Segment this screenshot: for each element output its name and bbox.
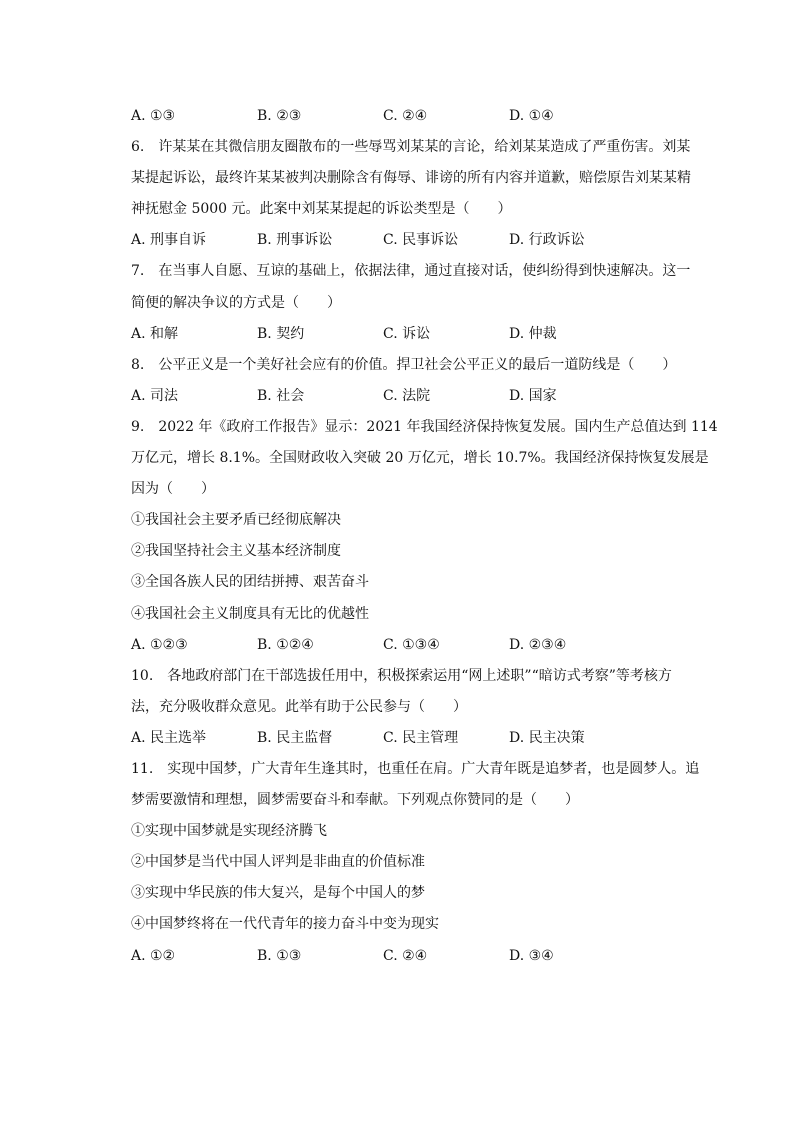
option-c: C. ①③④: [383, 636, 440, 653]
question-text-line: ③实现中华民族的伟大复兴，是每个中国人的梦: [131, 885, 425, 902]
question-6: [131, 132, 691, 256]
option-a: A. ①③: [131, 108, 176, 124]
option-b: B. ①②④: [257, 636, 314, 653]
prev-question-options: [131, 101, 691, 132]
question-stem: 9. 2022 年《政府工作报告》显示：2021 年我国经济保持恢复发展。国内生产总值达到 114: [131, 418, 718, 435]
question-stem: 6. 许某某在其微信朋友圈散布的一些辱骂刘某某的言论，给刘某某造成了严重伤害。刘某: [131, 139, 691, 156]
option-c: C. 民事诉讼: [383, 232, 459, 249]
question-stem: 11. 实现中国梦，广大青年生逢其时，也重任在肩。广大青年既是追梦者，也是圆梦人。追: [131, 760, 700, 777]
question-text-line: 神抚慰金 5000 元。此案中刘某某提起的诉讼类型是（ ）: [131, 201, 512, 218]
question-text-line: 某提起诉讼，最终许某某被判决删除含有侮辱、诽谤的所有内容并道歉，赔偿原告刘某某精: [131, 170, 691, 187]
answer-options: [131, 630, 691, 661]
option-d: D. 民主决策: [509, 729, 585, 746]
question-10: [131, 661, 691, 754]
question-text-line: ①我国社会主要矛盾已经彻底解决: [131, 512, 341, 529]
answer-options: [131, 225, 691, 256]
question-stem: 7. 在当事人自愿、互谅的基础上，依据法律，通过直接对话，使纠纷得到快速解决。这一: [131, 263, 691, 280]
option-a: A. 刑事自诉: [131, 232, 207, 249]
question-text-line: ③全国各族人民的团结拼搏、艰苦奋斗: [131, 574, 369, 591]
question-text-line: ②我国坚持社会主义基本经济制度: [131, 543, 341, 560]
answer-options: [131, 319, 691, 350]
option-b: B. 民主监督: [257, 729, 333, 746]
option-b: B. 社会: [257, 387, 305, 404]
answer-options: [131, 381, 691, 412]
option-b: B. 刑事诉讼: [257, 232, 333, 249]
answer-options: [131, 723, 691, 754]
question-stem: 8. 公平正义是一个美好社会应有的价值。捍卫社会公平正义的最后一道防线是（ ）: [131, 356, 677, 373]
answer-options: [131, 941, 691, 972]
question-text-line: 法，充分吸收群众意见。此举有助于公民参与（ ）: [131, 698, 467, 715]
question-text-line: ④中国梦终将在一代代青年的接力奋斗中变为现实: [131, 916, 439, 933]
question-text-line: 因为（ ）: [131, 481, 215, 498]
option-a: A. 民主选举: [131, 729, 207, 746]
question-content: [131, 101, 718, 972]
question-text-line: ④我国社会主义制度具有无比的优越性: [131, 605, 369, 622]
question-text-line: 简便的解决争议的方式是（ ）: [131, 294, 341, 311]
option-a: A. 和解: [131, 325, 179, 342]
question-text-line: 梦需要激情和理想，圆梦需要奋斗和奉献。下列观点你赞同的是（ ）: [131, 792, 579, 809]
option-d: D. ②③④: [509, 636, 567, 653]
question-text-line: ①实现中国梦就是实现经济腾飞: [131, 823, 327, 840]
question-text-line: 万亿元，增长 8.1%。全国财政收入突破 20 万亿元，增长 10.7%。我国经济保持恢复发展是: [131, 450, 709, 467]
option-d: D. ③④: [509, 947, 554, 964]
option-d: D. ①④: [509, 108, 554, 124]
option-c: C. 诉讼: [383, 325, 431, 342]
option-b: B. ①③: [257, 947, 302, 964]
option-b: B. ②③: [257, 108, 302, 124]
question-9: [131, 412, 718, 661]
option-d: D. 仲裁: [509, 325, 557, 342]
option-b: B. 契约: [257, 325, 305, 342]
option-a: A. ①②③: [131, 636, 188, 653]
option-c: C. ②④: [383, 947, 428, 964]
question-text-line: ②中国梦是当代中国人评判是非曲直的价值标准: [131, 854, 425, 871]
question-stem: 10. 各地政府部门在干部选拔任用中，积极探索运用“网上述职”“暗访式考察”等考核方: [131, 667, 672, 684]
option-c: C. ②④: [383, 108, 428, 124]
question-8: [131, 350, 691, 412]
option-c: C. 民主管理: [383, 729, 459, 746]
question-7: [131, 256, 691, 349]
option-a: A. ①②: [131, 947, 176, 964]
option-d: D. 国家: [509, 387, 557, 404]
option-a: A. 司法: [131, 387, 179, 404]
option-d: D. 行政诉讼: [509, 232, 585, 249]
option-c: C. 法院: [383, 387, 431, 404]
question-11: [131, 754, 700, 972]
